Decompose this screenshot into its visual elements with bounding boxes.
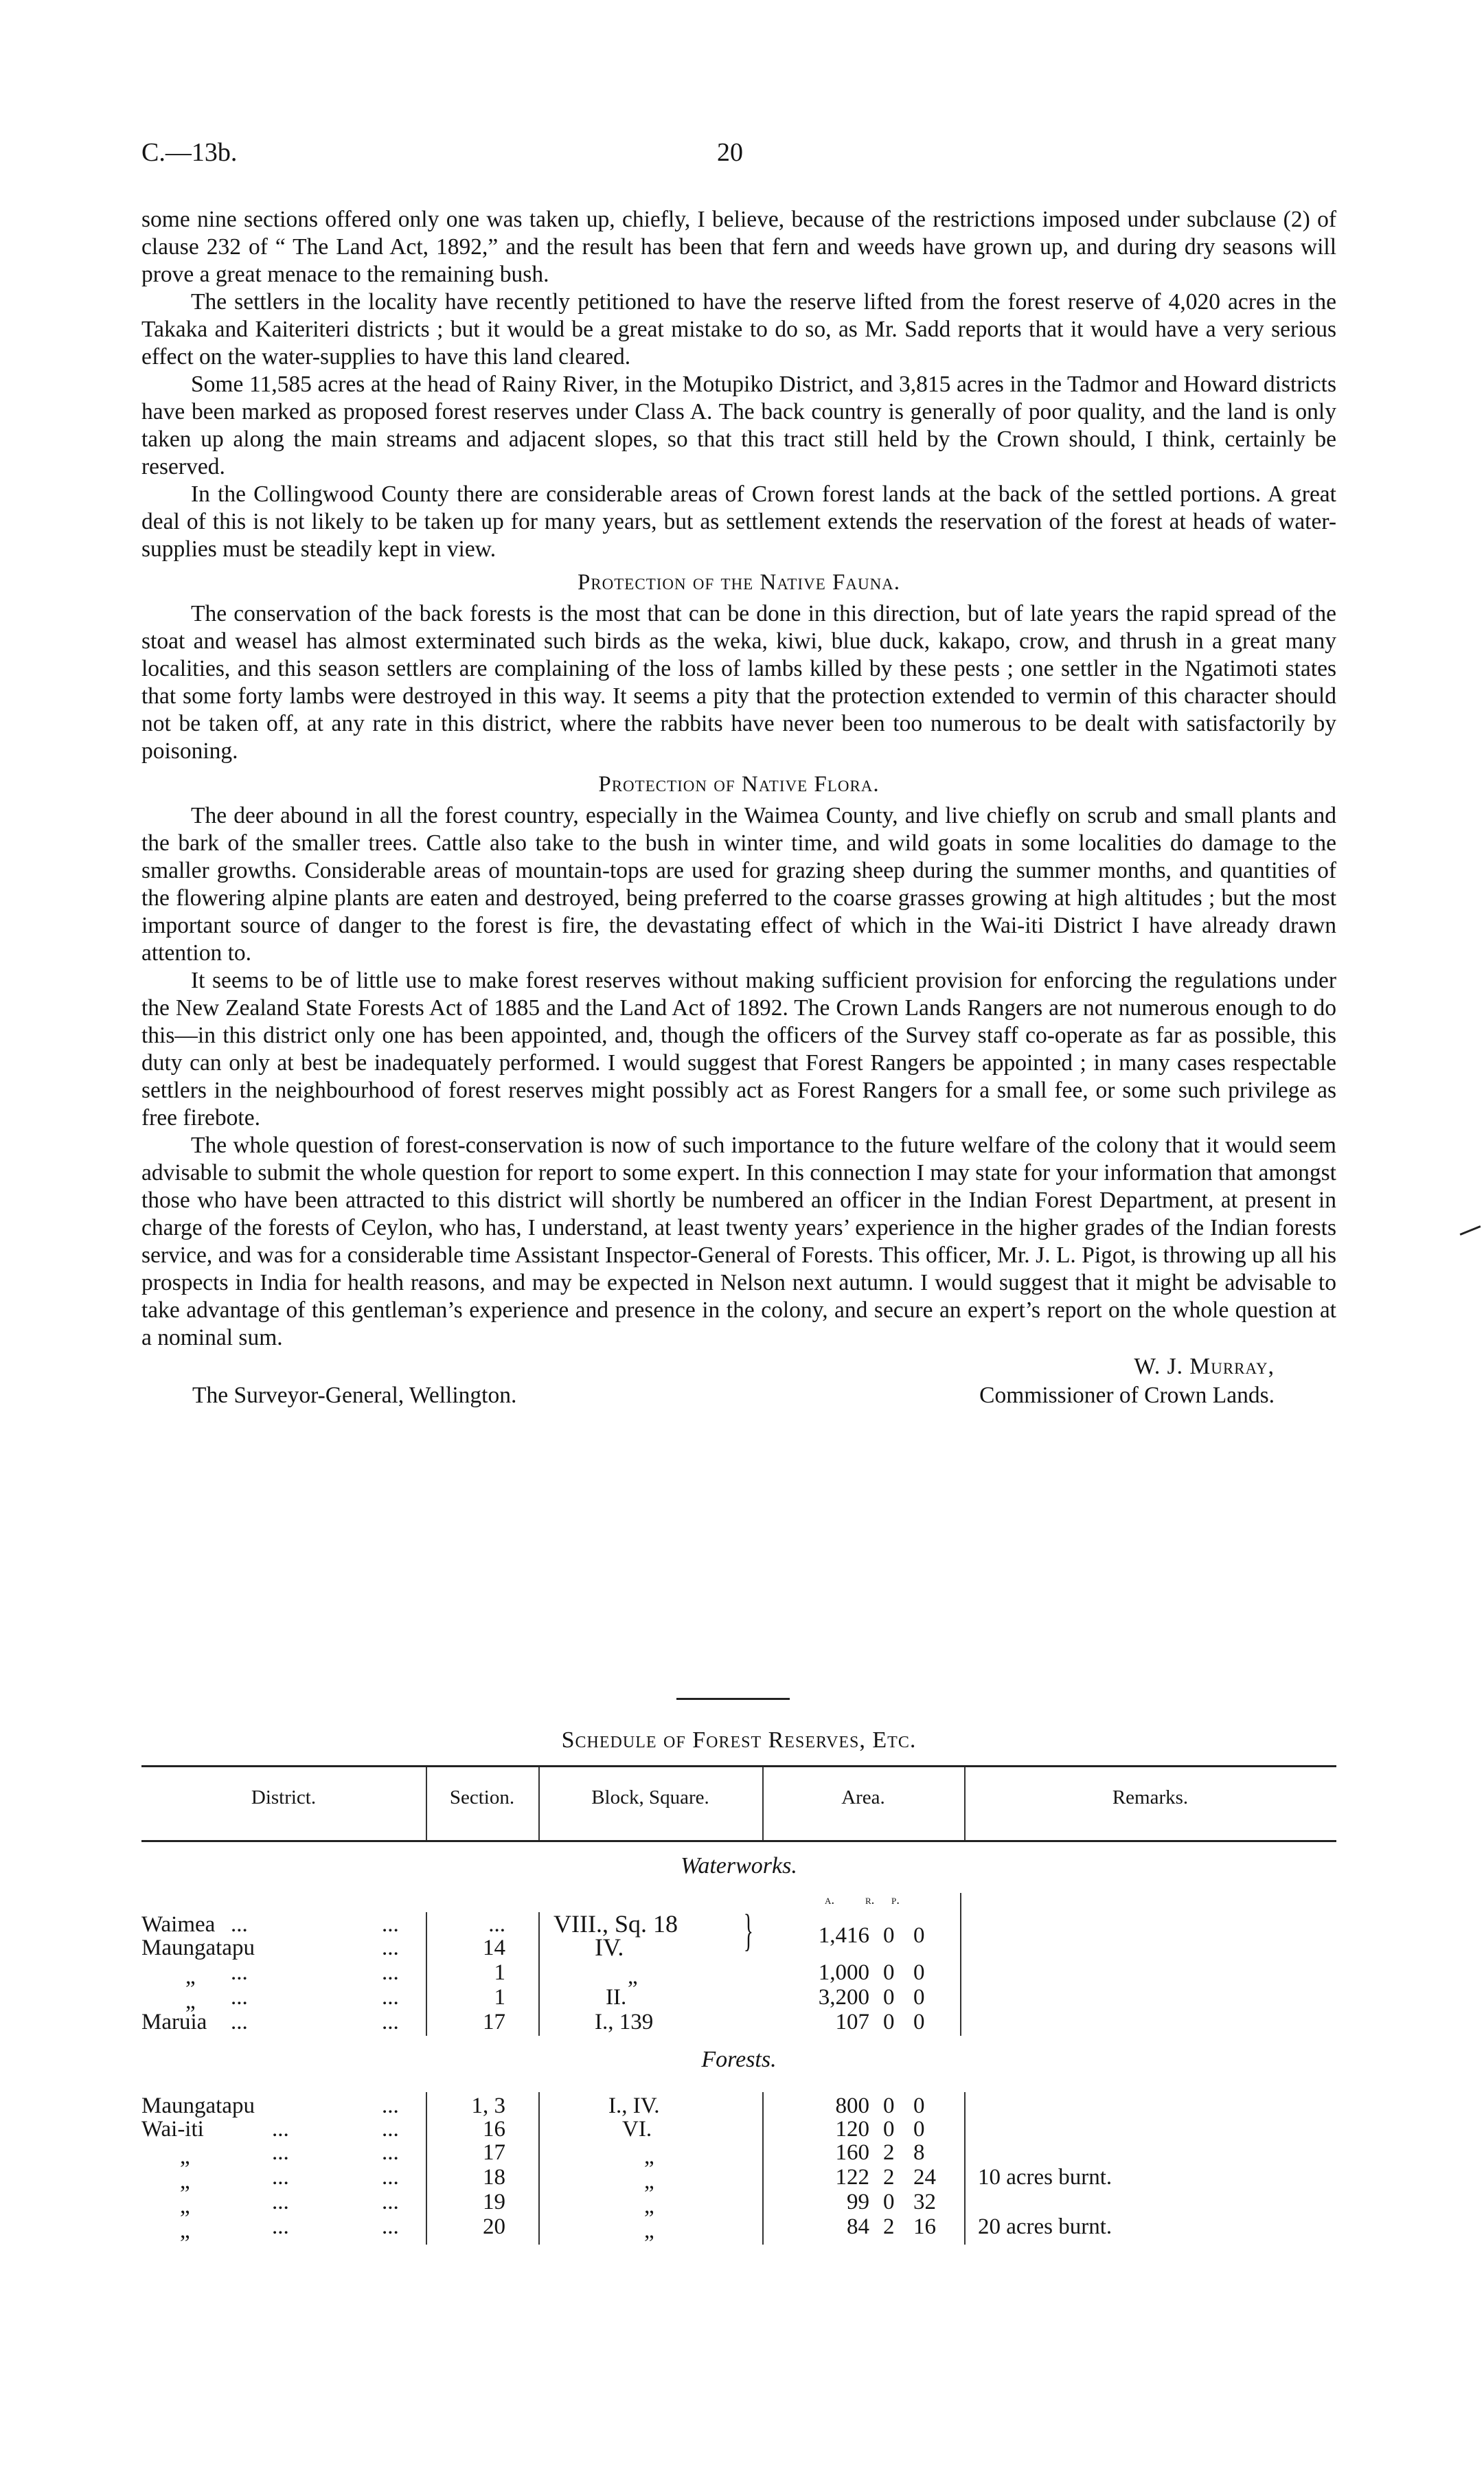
cell-area-acres: 120 [835, 2117, 869, 2142]
cell-area-roods: 0 [883, 2190, 895, 2214]
unit-acres: a. [825, 1893, 835, 1907]
cell-area-acres: 800 [835, 2093, 869, 2118]
cell-district-ditto: „ [180, 2218, 190, 2243]
cell-area-acres: 1,416 [818, 1923, 869, 1948]
paragraph: some nine sections offered only one was taken up, chiefly, I believe, because of the restrictions imposed under subclause (2) of clause 232 of “ The Land Act, 1892,” and the result has been that fern and weeds have grown up, and during dry seasons will prove a great menace to the remaining bush. [141, 207, 1336, 287]
cell-section: 1 [494, 1960, 505, 1985]
cell-area-acres: 1,000 [818, 1960, 869, 1985]
cell-area-roods: 2 [883, 2140, 895, 2165]
cell-block-ditto: „ [628, 1964, 638, 1989]
cell-area-roods: 2 [883, 2214, 895, 2239]
column-divider [538, 1912, 540, 2036]
paragraph: It seems to be of little use to make forest reserves without making sufficient provision for enforcing the regulations under the New Zealand State Forests Act of 1885 and the Land Act of 1892. The Crown Lands Rangers are not numerous enough to do this—in this district only one has been appointed, and, though the officers of the Survey staff co-operate as far as possible, this duty can only at best be inadequately performed. I would suggest that Forest Rangers be appointed ; in many cases respectable settlers in the neighbourhood of forest reserves might possibly act as Forest Rangers for a small fee, or some such privilege as free firebote. [141, 968, 1336, 1131]
column-divider [960, 1912, 961, 2036]
cell-district: Maungatapu [141, 2093, 255, 2118]
cell-section: 19 [483, 2190, 505, 2214]
column-divider [960, 1893, 961, 1912]
cell-section: 1 [494, 1985, 505, 2010]
leader-dots: ... [231, 1960, 248, 1985]
signatory-title: Commissioner of Crown Lands. [979, 1383, 1275, 1408]
column-header-section: Section. [449, 1786, 515, 1808]
leader-dots: ... [382, 2140, 399, 2165]
cell-remarks: 10 acres burnt. [978, 2165, 1112, 2190]
cell-block: VI. [622, 2117, 652, 2142]
unit-perches: p. [891, 1893, 900, 1907]
cell-block: VIII., Sq. 18 [553, 1910, 678, 1938]
leader-dots: ... [382, 2093, 399, 2118]
signature-block [141, 1353, 1336, 1415]
cell-area-perches: 0 [913, 1960, 925, 1985]
cell-area-perches: 0 [913, 2117, 925, 2142]
cell-area-acres: 99 [847, 2190, 869, 2214]
signatory-name: W. J. Murray, [1134, 1354, 1275, 1379]
column-divider [762, 2092, 764, 2245]
leader-dots: ... [382, 2117, 399, 2142]
paragraph: The deer abound in all the forest country, especially in the Waimea County, and live chiefly on scrub and small plants and the bark of the smaller trees. Cattle also take to the bush in winter time, and wild goats in some localities do damage to the smaller growths. Considerable areas of mountain-tops are used for grazing sheep during the summer months, and quantities of the flowering alpine plants are eaten and destroyed, being preferred to the coarse grasses growing at high altitudes ; but the most important source of danger to the forest is fire, the devastating effect of which in the Wai-iti District I have already drawn attention to. [141, 803, 1336, 966]
paragraph: Some 11,585 acres at the head of Rainy River, in the Motupiko District, and 3,815 acres in the Tadmor and Howard districts have been marked as proposed forest reserves under Class A. The back country is generally of poor quality, and the land is only taken up along the main streams and adjacent slopes, so that this tract still held by the Crown should, I think, certainly be reserved. [141, 372, 1336, 479]
cell-district: Wai-iti [141, 2117, 204, 2142]
cell-block: IV. [595, 1933, 624, 1961]
section-heading-fauna: Protection of the Native Fauna. [577, 570, 901, 595]
section-divider [676, 1698, 790, 1700]
cell-section: 17 [483, 2140, 505, 2165]
cell-section: 17 [483, 2010, 505, 2034]
cell-section: 20 [483, 2214, 505, 2239]
leader-dots: ... [272, 2165, 289, 2190]
margin-mark [1460, 1225, 1481, 1236]
leader-dots: ... [382, 1936, 399, 1960]
leader-dots: ... [272, 2214, 289, 2239]
leader-dots: ... [231, 2010, 248, 2034]
leader-dots: ... [382, 2190, 399, 2214]
leader-dots: ... [382, 2165, 399, 2190]
leader-dots: ... [272, 2117, 289, 2142]
cell-district-ditto: „ [180, 2144, 190, 2169]
cell-block-ditto: „ [644, 2144, 654, 2169]
report-body [141, 206, 1336, 1415]
page-number: 20 [717, 138, 743, 167]
paragraph: The whole question of forest-conservation is now of such importance to the future welfare of the colony that it would seem advisable to submit the whole question for report to some expert. In this connection I may state for your information that amongst those who have been attracted to this district will shortly be numbered an officer in the Indian Forest Department, at present in charge of the forests of Ceylon, who has, I understand, at least twenty years’ experience in the higher grades of the Indian forests service, and was for a considerable time Assistant Inspector-General of Forests. This officer, Mr. J. L. Pigot, is throwing up all his prospects in India for health reasons, and may be expected in Nelson next autumn. I would suggest that it might be advisable to take advantage of this gentleman’s experience and presence in the colony, and secure an expert’s report on the whole question at a nominal sum. [141, 1133, 1336, 1350]
cell-area-acres: 122 [835, 2165, 869, 2190]
cell-area-roods: 0 [883, 2117, 895, 2142]
cell-section: 1, 3 [471, 2093, 505, 2118]
cell-area-acres: 107 [835, 2010, 869, 2034]
leader-dots: ... [382, 1912, 399, 1937]
cell-area-perches: 16 [913, 2214, 936, 2239]
column-header-block: Block, Square. [591, 1786, 709, 1808]
paragraph: The settlers in the locality have recently petitioned to have the reserve lifted from the forest reserve of 4,020 acres in the Takaka and Kaiteriteri districts ; but it would be a great mistake to do so, as Mr. Sadd reports that it would have a very serious effect on the water-supplies to have this land cleared. [141, 289, 1336, 370]
cell-section: 18 [483, 2165, 505, 2190]
cell-remarks: 20 acres burnt. [978, 2214, 1112, 2239]
group-title-forests: Forests. [701, 2047, 777, 2072]
leader-dots: ... [231, 1985, 248, 2010]
paragraph: The conservation of the back forests is the most that can be done in this direction, but of late years the rapid spread of the stoat and weasel has almost exterminated such birds as the weka, kiwi, blue duck, kakapo, crow, and thrush in a great many localities, and this season settlers are complaining of the loss of lambs killed by these pests ; one settler in the Ngatimoti states that some forty lambs were destroyed in this way. It seems a pity that the protection extended to vermin of this character should not be taken off, at any rate in this district, where the rabbits have never been too numerous to be dealt with satisfactorily by poisoning. [141, 601, 1336, 764]
leader-dots: ... [272, 2190, 289, 2214]
brace-symbol: } [743, 1905, 753, 1955]
cell-area-acres: 3,200 [818, 1985, 869, 2010]
column-header-district: District. [251, 1786, 317, 1808]
cell-area-perches: 0 [913, 1923, 925, 1948]
document-reference: C.—13b. [141, 138, 238, 167]
column-divider [426, 2092, 427, 2245]
schedule-table [141, 1765, 1336, 2243]
cell-district: Waimea [141, 1912, 216, 1937]
cell-area-acres: 160 [835, 2140, 869, 2165]
cell-section: ... [488, 1912, 505, 1937]
cell-district-ditto: „ [185, 1964, 196, 1989]
leader-dots: ... [382, 1985, 399, 2010]
cell-block: II. [606, 1985, 627, 2010]
cell-block: I., 139 [595, 2010, 654, 2034]
table-header [141, 1765, 1336, 1842]
cell-area-roods: 0 [883, 2010, 895, 2034]
cell-block-ditto: „ [644, 2169, 654, 2194]
cell-district-ditto: „ [185, 1989, 196, 2014]
group-title-waterworks: Waterworks. [681, 1853, 797, 1879]
cell-area-acres: 84 [847, 2214, 869, 2239]
cell-block-ditto: „ [644, 2194, 654, 2218]
addressee: The Surveyor-General, Wellington. [192, 1383, 517, 1408]
cell-block-ditto: „ [644, 2218, 654, 2243]
leader-dots: ... [272, 2140, 289, 2165]
column-divider [964, 2092, 966, 2245]
column-divider [426, 1912, 427, 2036]
cell-area-perches: 0 [913, 1985, 925, 2010]
leader-dots: ... [231, 1912, 248, 1937]
cell-area-roods: 0 [883, 1923, 895, 1948]
cell-area-roods: 0 [883, 1985, 895, 2010]
cell-area-roods: 0 [883, 2093, 895, 2118]
cell-area-perches: 32 [913, 2190, 936, 2214]
column-header-remarks: Remarks. [1112, 1786, 1189, 1808]
unit-roods: r. [865, 1893, 875, 1907]
cell-district: Maungatapu [141, 1936, 255, 1960]
cell-district-ditto: „ [180, 2194, 190, 2218]
cell-area-perches: 0 [913, 2093, 925, 2118]
leader-dots: ... [382, 1960, 399, 1985]
cell-area-perches: 8 [913, 2140, 925, 2165]
leader-dots: ... [382, 2214, 399, 2239]
cell-district: Maruia [141, 2010, 207, 2034]
section-heading-flora: Protection of Native Flora. [598, 772, 880, 797]
column-divider [538, 2092, 540, 2245]
page-header [141, 137, 1343, 179]
cell-section: 16 [483, 2117, 505, 2142]
cell-area-roods: 0 [883, 1960, 895, 1985]
cell-area-perches: 0 [913, 2010, 925, 2034]
cell-area-roods: 2 [883, 2165, 895, 2190]
column-header-area: Area. [841, 1786, 885, 1808]
leader-dots: ... [382, 2010, 399, 2034]
paragraph: In the Collingwood County there are considerable areas of Crown forest lands at the back of the settled portions. A great deal of this is not likely to be taken up for many years, but as settlement extends the reservation of the forest at heads of water-supplies must be steadily kept in view. [141, 481, 1336, 562]
cell-district-ditto: „ [180, 2169, 190, 2194]
cell-block: I., IV. [608, 2093, 660, 2118]
schedule-title: Schedule of Forest Reserves, Etc. [561, 1727, 917, 1753]
cell-area-perches: 24 [913, 2165, 936, 2190]
cell-section: 14 [483, 1936, 505, 1960]
